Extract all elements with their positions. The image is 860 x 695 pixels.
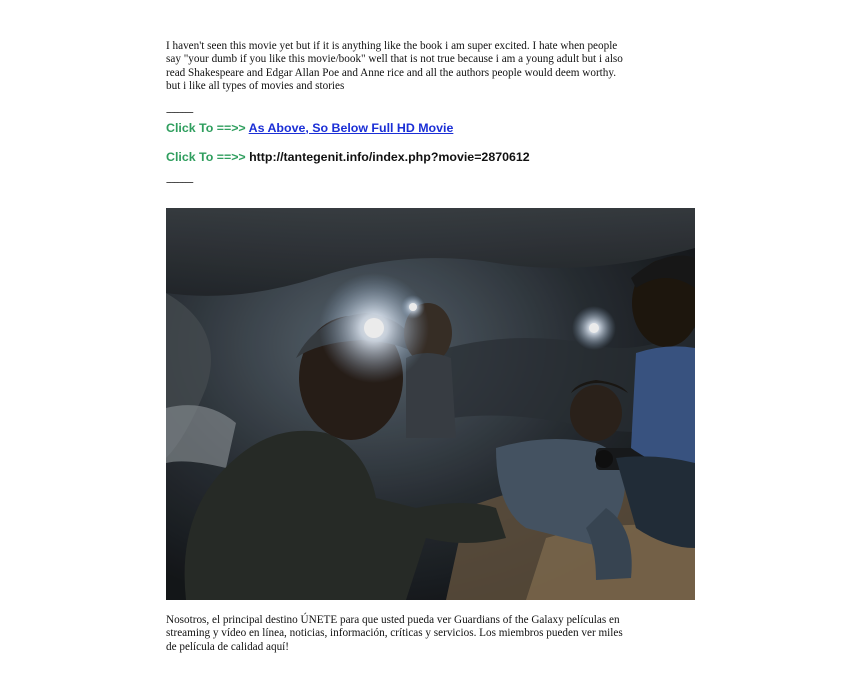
movie-link-prefix: Click To ==>> xyxy=(166,120,249,135)
url-link-prefix: Click To ==>> xyxy=(166,149,250,164)
document-content xyxy=(166,40,696,188)
movie-still-photo xyxy=(166,208,695,600)
url-text[interactable]: http://tantegenit.info/index.php?movie=2870612 xyxy=(249,149,530,164)
separator-top: ---------- xyxy=(166,105,193,118)
movie-link-line xyxy=(166,121,696,136)
footer-paragraph: Nosotros, el principal destino ÚNETE para que usted pueda ver Guardians of the Galaxy películas en streaming y vídeo en línea, noticias, información, críticas y servicios. Los miembros pueden ver miles de película de calidad aquí! xyxy=(166,614,623,653)
movie-link[interactable]: As Above, So Below Full HD Movie xyxy=(248,120,454,135)
footer-block xyxy=(166,614,636,654)
separator-bottom: ---------- xyxy=(166,175,193,188)
url-link-line xyxy=(166,150,696,165)
intro-paragraph: I haven't seen this movie yet but if it is anything like the book i am super excited. I hate when people say "your dumb if you like this movie/book" well that is not true because i am a young adult but i also read Shakespeare and Edgar Allan Poe and Anne rice and all the authors people would deem worthy. but i like all types of movies and stories xyxy=(166,40,623,93)
